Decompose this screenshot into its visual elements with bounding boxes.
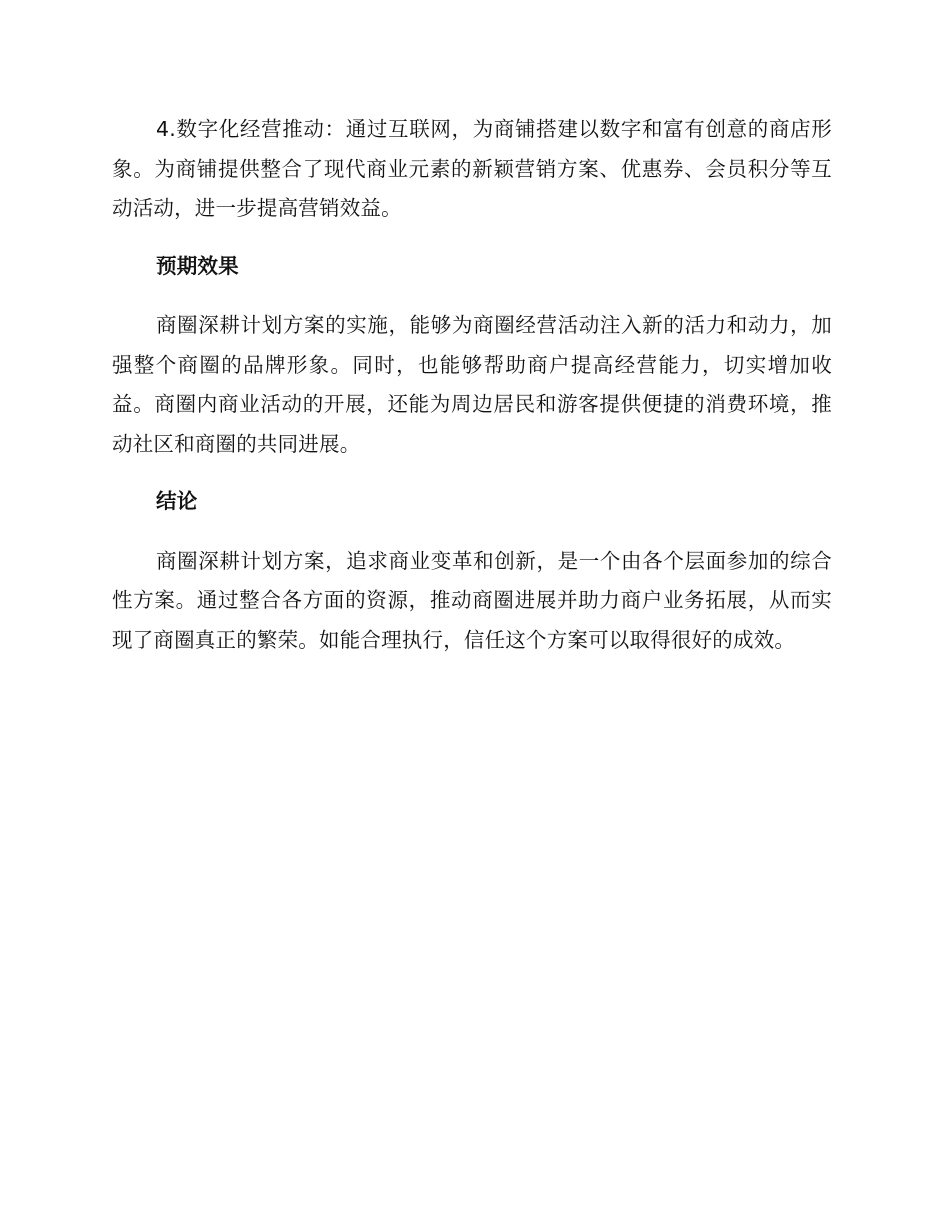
document-body <box>112 110 832 660</box>
paragraph-digital-operation: 4.数字化经营推动：通过互联网，为商铺搭建以数字和富有创意的商店形象。为商铺提供整合了现代商业元素的新颖营销方案、优惠券、会员积分等互动活动，进一步提高营销效益。 <box>112 117 832 220</box>
heading-expected-effect: 预期效果 <box>156 253 239 278</box>
spacer <box>112 464 832 482</box>
spacer <box>112 522 832 542</box>
heading-conclusion: 结论 <box>156 489 198 513</box>
paragraph-conclusion: 商圈深耕计划方案，追求商业变革和创新，是一个由各个层面参加的综合性方案。通过整合各方面的资源，推动商圈进展并助力商户业务拓展，从而实现了商圈真正的繁荣。如能合理执行，信任这个方案可以取得很好的成效。 <box>112 548 832 652</box>
paragraph-expected-effect: 商圈深耕计划方案的实施，能够为商圈经营活动注入新的活力和动力，加强整个商圈的品牌形象。同时，也能够帮助商户提高经营能力，切实增加收益。商圈内商业活动的开展，还能为周边居民和游客提供便捷的消费环境，推动社区和商圈的共同进展。 <box>112 313 832 456</box>
spacer <box>112 229 832 247</box>
spacer <box>112 286 832 306</box>
